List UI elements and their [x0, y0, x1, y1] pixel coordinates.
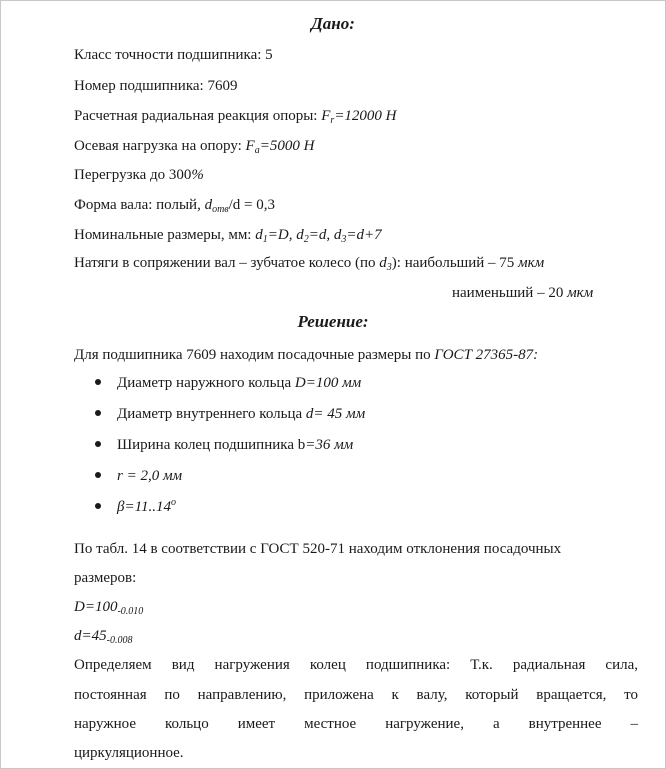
table-ref-line: По табл. 14 в соответствии с ГОСТ 520-71 находим отклонения посадочных — [74, 541, 562, 557]
outer-deviation: $D=100_{-0.010}$ — [74, 599, 144, 617]
nominal-sizes-line: Номинальные размеры, мм: $d_1=D$, $d_2=d$, $d_3=d+7$ — [74, 227, 382, 245]
bearing-number-line: Номер подшипника: 7609 — [74, 78, 238, 94]
outer-diameter-item: Диаметр наружного кольца D=100 мм — [117, 375, 362, 391]
bullet-dot — [95, 503, 101, 509]
overload-line: Перегрузка до 300% — [74, 167, 204, 183]
intro-line: Для подшипника 7609 находим посадочные размеры по ГОСТ 27365-87: — [74, 347, 539, 363]
inner-deviation: $d=45_{-0.008}$ — [74, 628, 133, 646]
interference-line: Натяги в сопряжении вал – зубчатое колесо (по $d_3$): наибольший – 75 мкм — [74, 255, 545, 273]
load-paragraph-line-2: постоянная по направлению, приложена к валу, который вращается, то — [74, 687, 638, 703]
load-paragraph-line-1: Определяем вид нагружения колец подшипника: Т.к. радиальная сила, — [74, 657, 638, 673]
radius-item: r = 2,0 мм — [117, 468, 183, 484]
shaft-form-line: Форма вала: полый, $d_{отв}/d = 0,3$ — [74, 197, 276, 215]
solution-heading: Решение: — [297, 312, 369, 331]
bullet-dot — [95, 410, 101, 416]
table-ref-line-2: размеров: — [74, 570, 137, 586]
bullet-dot — [95, 472, 101, 478]
inner-diameter-item: Диаметр внутреннего кольца d= 45 мм — [117, 406, 366, 422]
angle-item: $\beta=11..14^o$ — [117, 497, 176, 515]
load-paragraph-line-3: наружное кольцо имеет местное нагружение, а внутреннее – — [74, 716, 638, 732]
precision-class-line: Класс точности подшипника: 5 — [74, 47, 273, 63]
axial-load-line: Осевая нагрузка на опору: $F_a=5000$ Н — [74, 138, 315, 156]
radial-reaction-line: Расчетная радиальная реакция опоры: $F_r=12000$ Н — [74, 108, 397, 126]
load-paragraph-line-4: циркуляционное. — [74, 745, 184, 761]
ring-width-item: Ширина колец подшипника b=36 мм — [117, 437, 354, 453]
bullet-dot — [95, 379, 101, 385]
bullet-dot — [95, 441, 101, 447]
interference-min-line: наименьший – 20 мкм — [452, 285, 594, 301]
given-heading: Дано: — [311, 14, 355, 33]
